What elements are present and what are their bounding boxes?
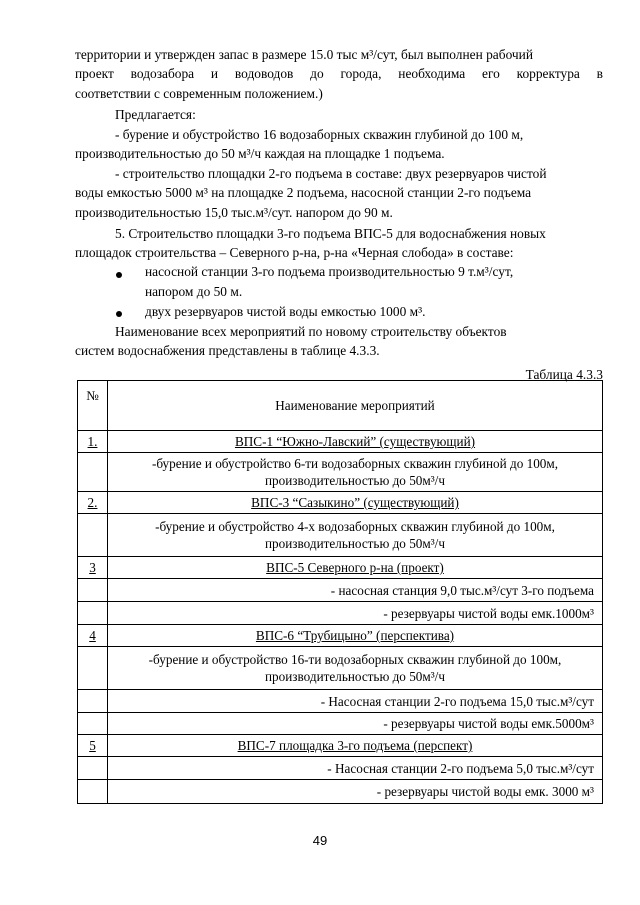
- bullet-text: напором до 50 м.: [145, 284, 243, 299]
- table-row: [78, 735, 603, 757]
- table-row: [78, 757, 603, 780]
- site2-paragraph: [75, 164, 603, 222]
- row-text: - насосная станция 9,0 тыс.м³/сут 3-го подъема: [108, 579, 603, 602]
- item5-paragraph: [75, 224, 603, 263]
- row-num: [78, 602, 108, 625]
- table-caption: Таблица 4.3.3: [525, 367, 603, 382]
- table-row: [78, 713, 603, 735]
- text-line: 5. Строительство площадки 3-го подъема ВПС-5 для водоснабжения новых: [115, 226, 546, 241]
- bullet-text: насосной станции 3-го подъема производительностью 9 т.м³/сут,: [145, 264, 514, 279]
- drilling-paragraph: [75, 125, 603, 164]
- row-text: -бурение и обустройство 4-х водозаборных скважин глубиной до 100м, производительностью до 50м³/ч: [108, 514, 603, 557]
- row-text: ВПС-1 “Южно-Лавский” (существующий): [108, 431, 603, 453]
- header-num-cell: №: [78, 381, 108, 431]
- table-row: [78, 579, 603, 602]
- text-line: воды емкостью 5000 м³ на площадке 2 подъема, насосной станции 2-го подъема: [75, 185, 532, 201]
- text-line: производительностью 15,0 тыс.м³/сут. напором до 90 м.: [75, 204, 393, 220]
- row-num: [78, 579, 108, 602]
- page-number: 49: [312, 833, 328, 848]
- proposed-heading: Предлагается:: [115, 107, 196, 122]
- row-text: - Насосная станции 2-го подъема 5,0 тыс.м³/сут: [108, 757, 603, 780]
- table-row: [78, 557, 603, 579]
- row-num: [78, 453, 108, 492]
- row-num: 4: [78, 625, 108, 647]
- table-row: [78, 690, 603, 713]
- row-text: - резервуары чистой воды емк.5000м³: [108, 713, 603, 735]
- row-num: 3: [78, 557, 108, 579]
- header-name-cell: Наименование мероприятий: [108, 381, 603, 431]
- row-num: [78, 690, 108, 713]
- text-line: - бурение и обустройство 16 водозаборных скважин глубиной до 100 м,: [115, 127, 524, 142]
- table-row: [78, 625, 603, 647]
- row-text: ВПС-5 Северного р-на (проект): [108, 557, 603, 579]
- table-row: [78, 514, 603, 557]
- row-text: -бурение и обустройство 6-ти водозаборных скважин глубиной до 100м, производительностью до 50м³/ч: [108, 453, 603, 492]
- row-text: - резервуары чистой воды емк. 3000 м³: [108, 780, 603, 804]
- text-line: соответствии с современным положением.): [75, 85, 323, 101]
- bullet-text: двух резервуаров чистой воды емкостью 1000 м³.: [145, 304, 426, 319]
- row-text: - Насосная станции 2-го подъема 15,0 тыс.м³/сут: [108, 690, 603, 713]
- text-line: территории и утвержден запас в размере 15.0 тыс м³/сут, был выполнен рабочий: [75, 47, 533, 62]
- bullet-icon: [116, 272, 122, 278]
- row-num: 2.: [78, 492, 108, 514]
- table-row: [78, 602, 603, 625]
- table-row: [78, 780, 603, 804]
- row-text: -бурение и обустройство 16-ти водозаборных скважин глубиной до 100м, производительностью до 50м³/ч: [108, 647, 603, 690]
- row-num: 1.: [78, 431, 108, 453]
- text-line: производительностью до 50 м³/ч каждая на площадке 1 подъема.: [75, 146, 445, 162]
- bullet-icon: [116, 311, 122, 317]
- row-num: 5: [78, 735, 108, 757]
- table-row: [78, 453, 603, 492]
- text-line: Наименование всех мероприятий по новому строительству объектов: [115, 324, 507, 339]
- row-num: [78, 757, 108, 780]
- row-num: [78, 647, 108, 690]
- measures-table: [77, 380, 603, 804]
- table-row: [78, 492, 603, 514]
- row-num: [78, 780, 108, 804]
- row-text: ВПС-3 “Сазыкино” (существующий): [108, 492, 603, 514]
- row-num: [78, 713, 108, 735]
- text-line: систем водоснабжения представлены в таблице 4.3.3.: [75, 343, 380, 359]
- row-text: ВПС-6 “Трубицыно” (перспектива): [108, 625, 603, 647]
- summary-paragraph: [75, 322, 603, 361]
- row-num: [78, 514, 108, 557]
- text-line: площадок строительства – Северного р-на, р-на «Черная слобода» в составе:: [75, 245, 514, 261]
- intro-paragraph: [75, 45, 603, 103]
- row-text: ВПС-7 площадка 3-го подъема (перспект): [108, 735, 603, 757]
- table-row: [78, 647, 603, 690]
- text-line: - строительство площадки 2-го подъема в составе: двух резервуаров чистой: [115, 166, 547, 181]
- text-line: проект водозабора и водоводов до города, необходима его корректура в: [75, 66, 603, 82]
- row-text: - резервуары чистой воды емк.1000м³: [108, 602, 603, 625]
- table-header-row: [78, 381, 603, 431]
- table-row: [78, 431, 603, 453]
